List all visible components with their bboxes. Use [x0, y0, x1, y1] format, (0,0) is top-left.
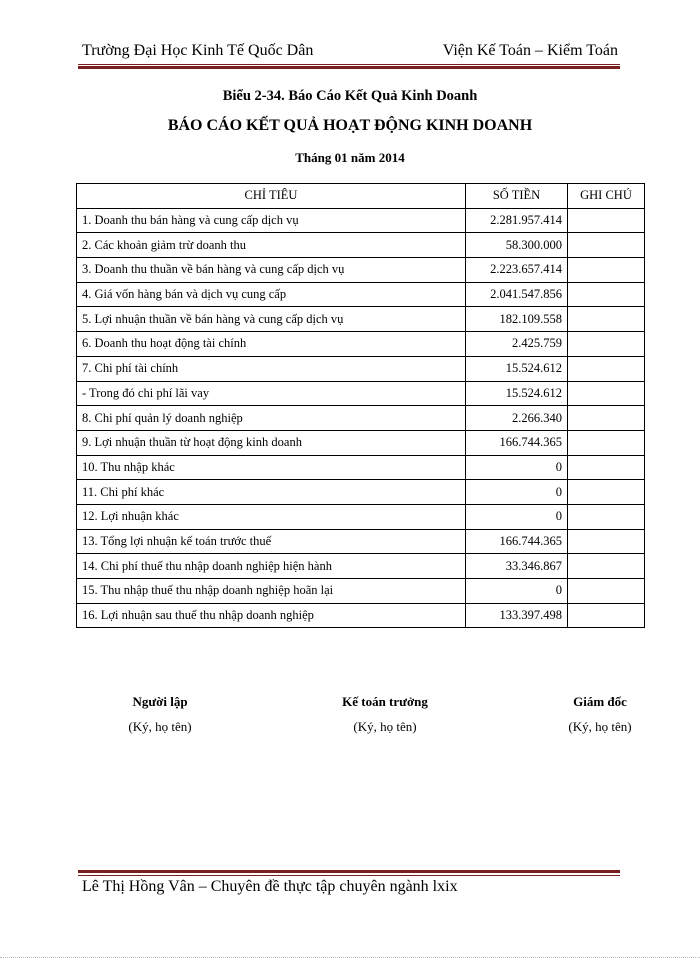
table-cell-item: 15. Thu nhập thuế thu nhập doanh nghiệp hoãn lại: [77, 579, 466, 604]
table-row: [77, 455, 645, 480]
report-table: [76, 183, 645, 628]
header-institute: Viện Kế Toán – Kiểm Toán: [442, 42, 618, 59]
table-cell-amount: 2.425.759: [466, 332, 568, 357]
signature-role: Giám đốc: [573, 694, 627, 709]
table-cell-amount: 166.744.365: [466, 529, 568, 554]
table-cell-note: [568, 455, 645, 480]
table-row: [77, 233, 645, 258]
table-row: [77, 332, 645, 357]
table-row: [77, 356, 645, 381]
table-cell-item: 1. Doanh thu bán hàng và cung cấp dịch vụ: [77, 208, 466, 233]
table-cell-item: 4. Giá vốn hàng bán và dịch vụ cung cấp: [77, 282, 466, 307]
signature-hint: (Ký, họ tên): [353, 719, 417, 734]
table-cell-item: 12. Lợi nhuận khác: [77, 504, 466, 529]
signature-hint: (Ký, họ tên): [568, 719, 632, 734]
table-cell-note: [568, 603, 645, 628]
table-row: [77, 579, 645, 604]
signature-role: Người lập: [132, 694, 188, 709]
signature-director: [520, 694, 680, 735]
column-header-note: GHI CHÚ: [568, 184, 645, 209]
table-header-row: [77, 184, 645, 209]
table-cell-item: 11. Chi phí khác: [77, 480, 466, 505]
table-cell-item: 7. Chi phí tài chính: [77, 356, 466, 381]
table-cell-note: [568, 356, 645, 381]
signature-preparer: [80, 694, 240, 735]
table-row: [77, 430, 645, 455]
table-cell-item: 6. Doanh thu hoạt động tài chính: [77, 332, 466, 357]
header-rule: [78, 64, 620, 65]
table-cell-item: 9. Lợi nhuận thuần từ hoạt động kinh doanh: [77, 430, 466, 455]
table-cell-amount: 0: [466, 480, 568, 505]
table-row: [77, 554, 645, 579]
table-cell-note: [568, 332, 645, 357]
caption: Biểu 2-34. Báo Cáo Kết Quả Kinh Doanh: [222, 88, 478, 104]
table-cell-amount: 2.266.340: [466, 406, 568, 431]
table-cell-note: [568, 529, 645, 554]
table-row: [77, 480, 645, 505]
header-rule-thick: [78, 66, 620, 69]
table-row: [77, 529, 645, 554]
table-cell-item: 10. Thu nhập khác: [77, 455, 466, 480]
table-cell-item: 2. Các khoản giảm trừ doanh thu: [77, 233, 466, 258]
table-cell-amount: 33.346.867: [466, 554, 568, 579]
header-school: Trường Đại Học Kinh Tế Quốc Dân: [82, 42, 314, 59]
table-cell-item: 3. Doanh thu thuần về bán hàng và cung cấp dịch vụ: [77, 258, 466, 283]
table-cell-amount: 2.041.547.856: [466, 282, 568, 307]
report-title: BÁO CÁO KẾT QUẢ HOẠT ĐỘNG KINH DOANH: [167, 117, 533, 134]
table-cell-note: [568, 430, 645, 455]
column-header-amount: SỐ TIỀN: [466, 184, 568, 209]
table-cell-amount: 0: [466, 455, 568, 480]
table-cell-item: - Trong đó chi phí lãi vay: [77, 381, 466, 406]
table-cell-amount: 15.524.612: [466, 381, 568, 406]
table-cell-note: [568, 579, 645, 604]
table-cell-item: 16. Lợi nhuận sau thuế thu nhập doanh nghiệp: [77, 603, 466, 628]
table-cell-amount: 0: [466, 579, 568, 604]
table-row: [77, 406, 645, 431]
table-cell-note: [568, 480, 645, 505]
table-cell-amount: 2.223.657.414: [466, 258, 568, 283]
report-period: Tháng 01 năm 2014: [295, 150, 405, 165]
page-edge: [0, 957, 700, 958]
signature-role: Kế toán trưởng: [342, 694, 428, 709]
table-cell-note: [568, 504, 645, 529]
table-cell-note: [568, 258, 645, 283]
table-cell-item: 14. Chi phí thuế thu nhập doanh nghiệp hiện hành: [77, 554, 466, 579]
table-cell-item: 8. Chi phí quản lý doanh nghiệp: [77, 406, 466, 431]
table-cell-amount: 182.109.558: [466, 307, 568, 332]
table-row: [77, 208, 645, 233]
table-cell-note: [568, 282, 645, 307]
table-cell-note: [568, 406, 645, 431]
footer-rule-thick: [78, 870, 620, 873]
table-cell-note: [568, 307, 645, 332]
table-cell-note: [568, 208, 645, 233]
table-cell-note: [568, 381, 645, 406]
table-cell-note: [568, 554, 645, 579]
table-row: [77, 282, 645, 307]
table-row: [77, 603, 645, 628]
table-row: [77, 504, 645, 529]
table-cell-item: 5. Lợi nhuận thuần về bán hàng và cung cấp dịch vụ: [77, 307, 466, 332]
table-cell-note: [568, 233, 645, 258]
table-cell-amount: 15.524.612: [466, 356, 568, 381]
table-row: [77, 381, 645, 406]
column-header-item: CHỈ TIÊU: [77, 184, 466, 209]
table-cell-amount: 0: [466, 504, 568, 529]
table-cell-amount: 133.397.498: [466, 603, 568, 628]
signature-chief-accountant: [305, 694, 465, 735]
table-cell-amount: 58.300.000: [466, 233, 568, 258]
page-footer: Lê Thị Hồng Vân – Chuyên đề thực tập chuyên ngành lxix: [82, 878, 458, 895]
table-cell-amount: 166.744.365: [466, 430, 568, 455]
footer-rule: [78, 875, 620, 876]
page-header: [82, 42, 618, 60]
signature-hint: (Ký, họ tên): [128, 719, 192, 734]
table-cell-amount: 2.281.957.414: [466, 208, 568, 233]
table-row: [77, 258, 645, 283]
table-cell-item: 13. Tổng lợi nhuận kế toán trước thuế: [77, 529, 466, 554]
table-row: [77, 307, 645, 332]
